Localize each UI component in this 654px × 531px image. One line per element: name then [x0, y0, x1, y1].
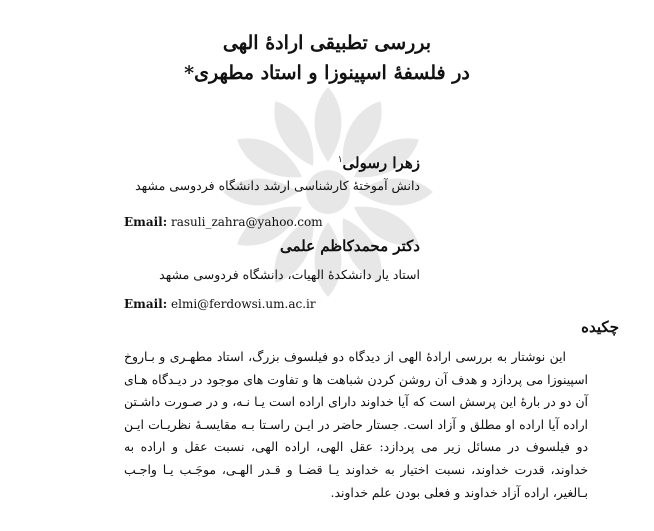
author-1-name: زهرا رسولی$^١$ — [337, 154, 420, 172]
abstract-body — [124, 346, 588, 504]
paper-title-line-1: بررسی تطبیقی ارادۀ الهی — [222, 32, 432, 54]
abstract-text: این نوشتار به بررسی ارادۀ الهی از دیدگاه دو فیلسوف بزرگ، استاد مطهـری و بـاروخ اسپینوزا می پردازد و هدف آن روشن کردن شباهت ها و تفاوت های موجود در دیـدگاه هـای آن دو در بارۀ این پرسش است که آیا خداوند دارای اراده است یـا نـه، و در صـورت داشـتن اراده آیا اراده او مطلق و آزاد است. جستار حاضر در ایـن راسـتا بـه مقایسـۀ نظریـات ایـن دو فیلسوف در مسائل زیر می پردازد: عقل الهی، اراده الهی، نسبت عقل و اراده به خداوند، قدرت خداوند، نسبت اختیار به خداوند یـا قضـا و قـدر الهـی، موجَـب یـا واجـب بـالغیر، اراده آزاد خداوند و فعلی بودن علم خداوند. — [124, 349, 588, 500]
author-1-email: rasuli_zahra@yahoo.com — [171, 215, 323, 229]
author-1-email-line — [124, 214, 323, 230]
author-2-email-label: Email: — [124, 297, 168, 311]
paper-title-line-2: در فلسفۀ اسپینوزا و استاد مطهری* — [184, 62, 470, 84]
abstract-heading: چکیده — [581, 318, 619, 336]
author-2-affiliation: استاد یار دانشکدۀ الهیات، دانشگاه فردوسی مشهد — [159, 267, 420, 282]
author-1-email-label: Email: — [124, 215, 168, 229]
author-2-email: elmi@ferdowsi.um.ac.ir — [171, 297, 316, 311]
author-1-footnote-mark: ١ — [337, 155, 343, 165]
author-1-affiliation: دانش آموختۀ کارشناسی ارشد دانشگاه فردوسی مشهد — [135, 178, 420, 193]
author-2-block — [40, 236, 420, 284]
author-2-name: دکتر محمدکاظم علمی — [279, 237, 420, 255]
author-1-block — [40, 150, 420, 195]
author-2-email-line — [124, 296, 316, 312]
